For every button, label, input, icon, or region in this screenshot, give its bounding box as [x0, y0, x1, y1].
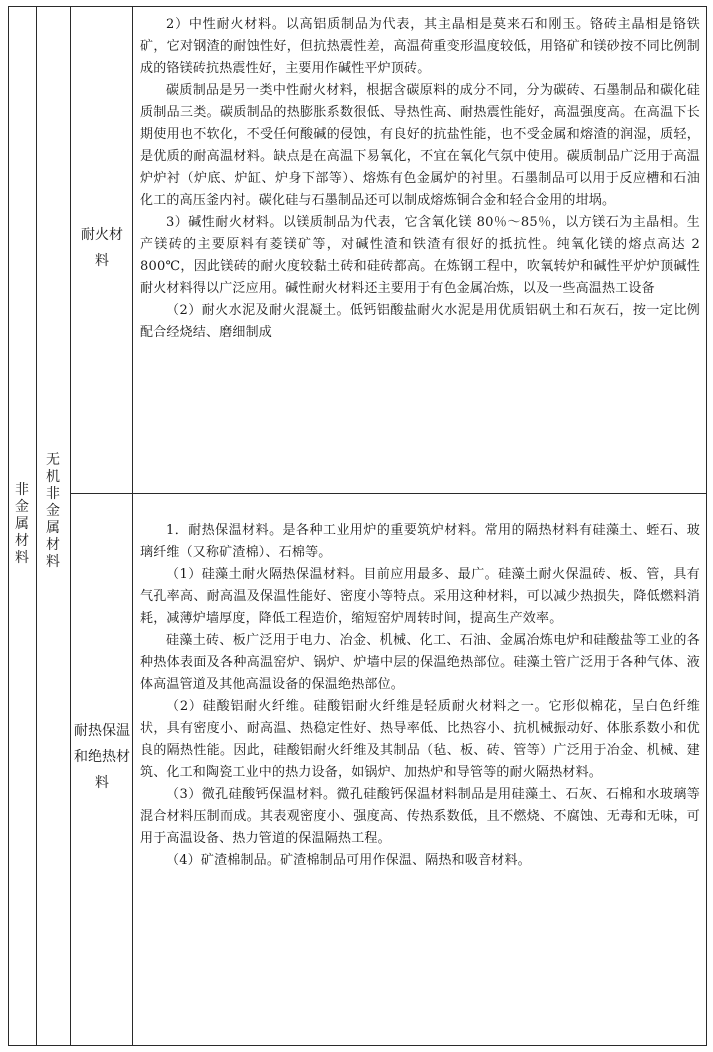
row1-paragraph-3: 3）碱性耐火材料。以镁质制品为代表，它含氧化镁 80％～85％，以方镁石为主晶相。生产镁砖的主要原料有菱镁矿等，对碱性渣和铁渣有很好的抵抗性。纯氧化镁的熔点高达 2 800℃，因此镁砖的耐火度较黏土砖和硅砖都高。在炼钢工程中，吹氧转炉和碱性平炉炉顶碱性耐火材料得以广泛应用。碱性耐火材料还主要用于有色金属冶炼，以及一些高温热工设备: [140, 215, 700, 296]
row2-paragraph-1: 1．耐热保温材料。是各种工业用炉的重要筑炉材料。常用的隔热材料有硅藻土、蛭石、玻璃纤维（又称矿渣棉）、石棉等。: [140, 523, 700, 560]
row2-content: [140, 520, 700, 872]
table-border-top: [8, 6, 707, 7]
row2-paragraph-2: （1）硅藻土耐火隔热保温材料。目前应用最多、最广。硅藻土耐火保温砖、板、管，具有气孔率高、耐高温及保温性能好、密度小等特点。采用这种材料，可以减少热损失，降低燃料消耗，减薄炉墙厚度，降低工程造价，缩短窑炉周转时间，提高生产效率。: [140, 567, 700, 626]
row2-paragraph-6: （4）矿渣棉制品。矿渣棉制品可用作保温、隔热和吸音材料。: [166, 853, 531, 868]
row1-category: 耐火材料: [81, 227, 123, 269]
col2-label: 无机非金属材料: [46, 452, 60, 570]
row1-paragraph-1: 2）中性耐火材料。以高铝质制品为代表，其主晶相是莫来石和刚玉。铬砖主晶相是铬铁矿，它对钢渣的耐蚀性好，但抗热震性差，高温荷重变形温度较低，用铬矿和镁砂按不同比例制成的铬镁砖抗热震性好，主要用作碱性平炉顶砖。: [140, 17, 700, 76]
row1-content: [140, 14, 700, 344]
row1-paragraph-4: （2）耐火水泥及耐火混凝土。低钙铝酸盐耐火水泥是用优质铝矾土和石灰石，按一定比例配合经烧结、磨细制成: [140, 303, 700, 340]
table-border-right: [706, 6, 707, 1046]
table-border-left: [8, 6, 9, 1046]
table-divider-col1: [36, 6, 37, 1046]
row2-paragraph-3: 硅藻土砖、板广泛用于电力、冶金、机械、化工、石油、金属冶炼电炉和硅酸盐等工业的各种热体表面及各种高温窑炉、锅炉、炉墙中层的保温绝热部位。硅藻土管广泛用于各种气体、液体高温管道及其他高温设备的保温绝热部位。: [140, 633, 700, 692]
row1-paragraph-2: 碳质制品是另一类中性耐火材料，根据含碳原料的成分不同，分为碳砖、石墨制品和碳化硅质制品三类。碳质制品的热膨胀系数很低、导热性高、耐热震性能好，高温强度高。在高温下长期使用也不软化，不受任何酸碱的侵蚀，有良好的抗盐性能，也不受金属和熔渣的润湿，质轻，是优质的耐高温材料。缺点是在高温下易氧化，不宜在氧化气氛中使用。碳质制品广泛用于高温炉炉衬（炉底、炉缸、炉身下部等）、熔炼有色金属炉的衬里。石墨制品可以用于反应槽和石油化工的高压釜内衬。碳化硅与石墨制品还可以制成熔炼铜合金和轻合金用的坩埚。: [140, 83, 700, 208]
row2-paragraph-4: （2）硅酸铝耐火纤维。硅酸铝耐火纤维是轻质耐火材料之一。它形似棉花，呈白色纤维状，具有密度小、耐高温、热稳定性好、热导率低、比热容小、抗机械振动好、体胀系数小和优良的隔热性能。因此，硅酸铝耐火纤维及其制品（毡、板、砖、管等）广泛用于冶金、机械、建筑、化工和陶瓷工业中的热力设备，如锅炉、加热炉和导管等的耐火隔热材料。: [140, 699, 700, 780]
col1-label: 非金属材料: [15, 482, 29, 566]
row2-category: 耐热保温和绝热材料: [74, 723, 130, 791]
table-border-bottom: [8, 1045, 707, 1046]
table-divider-col2: [70, 6, 71, 1046]
row2-paragraph-5: （3）微孔硅酸钙保温材料。微孔硅酸钙保温材料制品是用硅藻土、石灰、石棉和水玻璃等混合材料压制而成。其表观密度小、强度高、传热系数低，且不燃烧、不腐蚀、无毒和无味，可用于高温设备、热力管道的保温隔热工程。: [140, 787, 700, 846]
table-divider-col3: [132, 6, 133, 1046]
row-divider: [70, 493, 707, 494]
